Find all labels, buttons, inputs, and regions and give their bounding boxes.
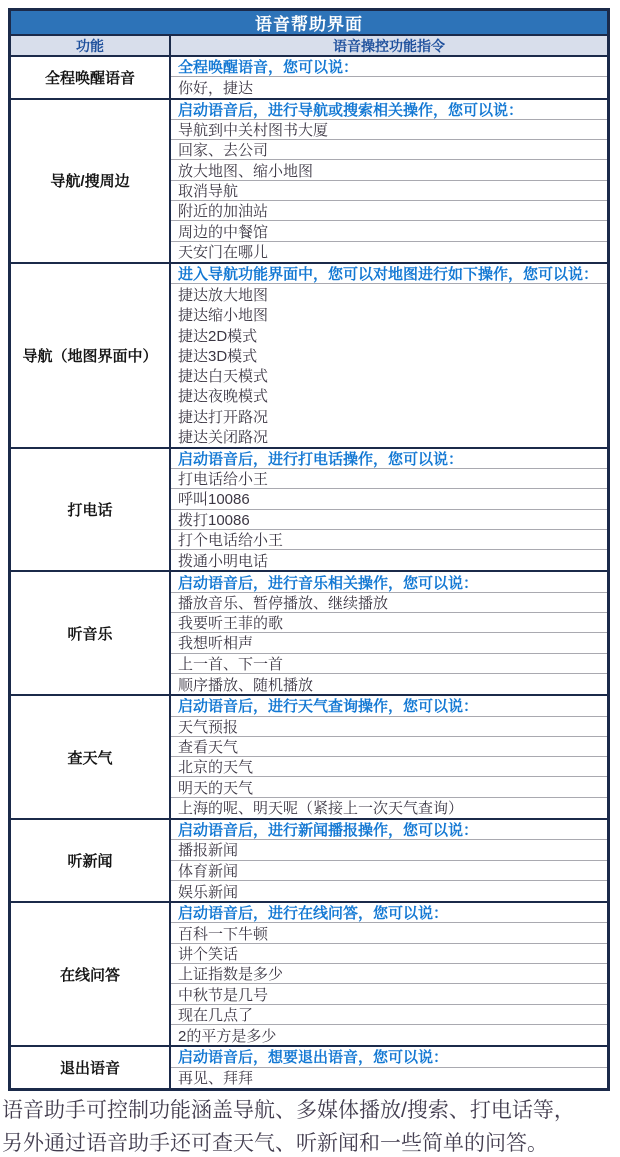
footnote-line-1: 语音助手可控制功能涵盖导航、多媒体播放/搜索、打电话等， [2, 1098, 575, 1122]
command-list [171, 57, 607, 98]
function-group [11, 820, 607, 903]
command-group-header: 启动语音后，进行在线问答，您可以说： [171, 903, 607, 923]
command-group-header: 启动语音后，进行打电话操作，您可以说： [171, 449, 607, 469]
function-label: 听音乐 [11, 572, 171, 694]
command-row: 百科一下牛顿 [171, 923, 607, 943]
command-row: 捷达缩小地图 [178, 307, 269, 325]
voice-help-table [8, 8, 610, 1091]
command-row: 天安门在哪儿 [178, 244, 269, 262]
command-row: 附近的加油站 [171, 201, 607, 221]
command-row: 周边的中餐馆 [171, 221, 607, 241]
command-row: 查看天气 [171, 737, 607, 757]
command-group-header: 启动语音后，进行新闻播报操作，您可以说： [171, 820, 607, 840]
command-row: 捷达白天模式 [178, 368, 269, 386]
function-label: 导航（地图界面中） [11, 264, 171, 447]
command-row: 回家、去公司 [171, 140, 607, 160]
command-row: 放大地图、缩小地图 [171, 160, 607, 180]
command-list [171, 820, 607, 901]
command-row: 捷达3D模式 [178, 347, 258, 365]
command-row: 播放音乐、暂停播放、继续播放 [171, 593, 607, 613]
function-label: 导航/搜周边 [11, 100, 171, 262]
function-group [11, 1047, 607, 1088]
command-row: 打个电话给小王 [171, 530, 607, 550]
command-row: 拨通小明电话 [178, 552, 269, 570]
command-row: 我要听王菲的歌 [171, 613, 607, 633]
command-list [171, 572, 607, 694]
command-row: 娱乐新闻 [178, 883, 239, 901]
command-row: 拨打10086 [171, 510, 607, 530]
command-row: 你好，捷达 [178, 79, 254, 97]
command-row: 上证指数是多少 [171, 964, 607, 984]
function-label: 退出语音 [11, 1047, 171, 1088]
page [0, 8, 620, 1155]
command-row: 捷达夜晚模式 [178, 388, 269, 406]
command-row: 捷达关闭路况 [178, 429, 269, 446]
command-row: 中秋节是几号 [171, 984, 607, 1004]
command-row: 上海的呢、明天呢（紧接上一次天气查询） [178, 800, 464, 818]
function-group [11, 572, 607, 696]
function-label: 在线问答 [11, 903, 171, 1045]
command-row: 打电话给小王 [171, 469, 607, 489]
column-header-function: 功能 [11, 36, 171, 55]
function-label: 全程唤醒语音 [11, 57, 171, 98]
command-group-header: 启动语音后，进行导航或搜索相关操作，您可以说： [171, 100, 607, 120]
command-row: 上一首、下一首 [171, 654, 607, 674]
command-row: 捷达放大地图 [178, 286, 269, 304]
command-group-header: 启动语音后，进行天气查询操作，您可以说： [171, 696, 607, 716]
command-list [171, 264, 607, 447]
command-group-header: 全程唤醒语音，您可以说： [171, 57, 607, 77]
table-title: 语音帮助界面 [11, 11, 607, 36]
function-group [11, 696, 607, 820]
function-group [11, 57, 607, 100]
command-row: 取消导航 [171, 181, 607, 201]
function-group [11, 449, 607, 573]
column-header-commands: 语音操控功能指令 [333, 37, 445, 54]
command-row: 捷达2D模式 [178, 327, 258, 345]
footnote-line-2: 另外通过语音助手还可查天气、听新闻和一些简单的问答。 [2, 1131, 548, 1155]
command-row: 呼叫10086 [171, 489, 607, 509]
command-row: 我想听相声 [171, 633, 607, 653]
command-list [171, 100, 607, 262]
command-row: 捷达打开路况 [178, 408, 269, 426]
function-label: 听新闻 [11, 820, 171, 901]
command-row: 导航到中关村图书大厦 [171, 120, 607, 140]
command-row: 明天的天气 [171, 777, 607, 797]
command-row: 现在几点了 [171, 1005, 607, 1025]
command-row: 2的平方是多少 [178, 1027, 277, 1045]
command-row: 讲个笑话 [171, 944, 607, 964]
command-row: 再见、拜拜 [178, 1070, 254, 1088]
command-list [171, 903, 607, 1045]
command-group-header: 启动语音后，想要退出语音，您可以说： [171, 1047, 607, 1067]
command-group-header: 进入导航功能界面中，您可以对地图进行如下操作，您可以说： [171, 264, 607, 284]
command-row: 顺序播放、随机播放 [178, 676, 314, 694]
function-label: 打电话 [11, 449, 171, 571]
command-row: 体育新闻 [171, 861, 607, 881]
command-list [171, 1047, 607, 1088]
table-header-row [11, 36, 607, 57]
command-list [171, 696, 607, 818]
table-body [11, 57, 607, 1088]
command-row: 播报新闻 [171, 840, 607, 860]
function-label: 查天气 [11, 696, 171, 818]
command-row: 天气预报 [171, 717, 607, 737]
command-list [171, 449, 607, 571]
command-row: 北京的天气 [171, 757, 607, 777]
function-group [11, 264, 607, 449]
function-group [11, 100, 607, 264]
function-group [11, 903, 607, 1047]
command-group-header: 启动语音后，进行音乐相关操作，您可以说： [171, 572, 607, 592]
